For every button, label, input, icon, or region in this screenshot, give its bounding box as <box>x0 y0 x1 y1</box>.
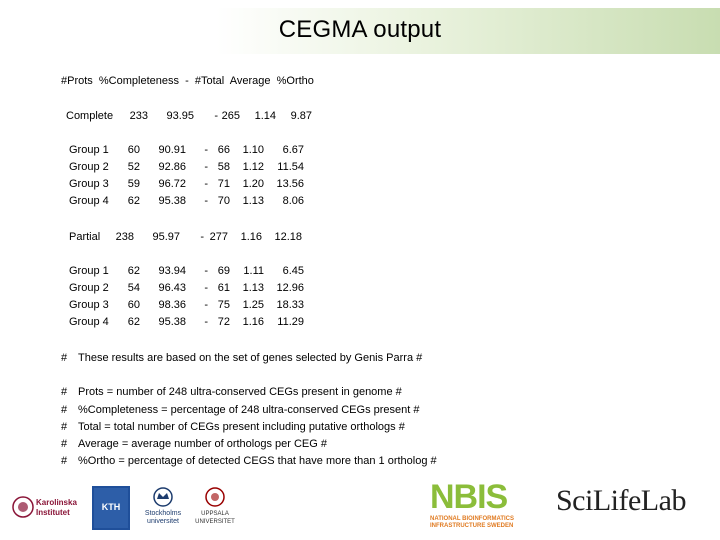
completeness-value: 90.91 <box>158 144 186 156</box>
stockholm-line2: universitet <box>147 518 179 525</box>
kth-logo <box>92 486 130 530</box>
note-hash: # <box>61 455 68 467</box>
prots-value: 59 <box>127 178 140 190</box>
row-label: Group 2 <box>69 161 109 173</box>
scilifelab-logo <box>556 484 706 524</box>
nbis-wordmark: NBIS <box>430 478 508 516</box>
note-text: Prots = number of 248 ultra-conserved CEGs present in genome # <box>78 386 402 398</box>
average-value: 1.14 <box>254 110 276 122</box>
completeness-value: 95.38 <box>158 316 186 328</box>
prots-value: 238 <box>115 231 134 243</box>
karolinska-line1: Karolinska <box>36 498 77 507</box>
ortho-value: 11.29 <box>277 316 304 328</box>
average-value: 1.20 <box>242 178 264 190</box>
kth-text: KTH <box>101 502 121 512</box>
total-value: 69 <box>217 265 230 277</box>
ortho-value: 6.45 <box>282 265 304 277</box>
completeness-value: 93.95 <box>166 110 194 122</box>
karolinska-logo <box>12 492 78 532</box>
prots-value: 54 <box>127 282 140 294</box>
karolinska-emblem-icon <box>12 496 34 518</box>
dash: - <box>204 299 208 311</box>
note-text: Average = average number of orthologs per CEG # <box>78 438 327 450</box>
logo-strip <box>0 472 720 536</box>
note-hash: # <box>61 438 68 450</box>
prots-value: 52 <box>127 161 140 173</box>
table-header: #Prots %Completeness - #Total Average %Ortho <box>61 75 314 87</box>
note-hash: # <box>61 352 68 364</box>
row-label: Group 4 <box>69 316 109 328</box>
row-label: Group 4 <box>69 195 109 207</box>
average-value: 1.16 <box>240 231 262 243</box>
table-row <box>0 316 720 330</box>
row-label: Complete <box>66 110 114 122</box>
scilifelab-wordmark: SciLifeLab <box>556 484 686 517</box>
total-value: 265 <box>221 110 240 122</box>
table-row <box>0 265 720 279</box>
total-value: 277 <box>209 231 228 243</box>
total-value: 72 <box>217 316 230 328</box>
uppsala-logo <box>194 486 236 532</box>
average-value: 1.25 <box>242 299 264 311</box>
completeness-value: 95.38 <box>158 195 186 207</box>
dash: - <box>204 265 208 277</box>
ortho-value: 11.54 <box>277 161 304 173</box>
prots-value: 60 <box>127 299 140 311</box>
row-label: Group 3 <box>69 299 109 311</box>
dash: - <box>214 110 218 122</box>
stockholm-line1: Stockholms <box>144 510 182 517</box>
dash: - <box>204 144 208 156</box>
dash: - <box>200 231 204 243</box>
partial-row <box>0 231 720 245</box>
total-value: 61 <box>217 282 230 294</box>
completeness-value: 96.72 <box>158 178 186 190</box>
dash: - <box>204 195 208 207</box>
stockholm-crown-icon <box>151 486 175 508</box>
slide-title: CEGMA output <box>278 16 442 43</box>
uppsala-seal-icon <box>203 486 227 508</box>
total-value: 70 <box>217 195 230 207</box>
dash: - <box>204 161 208 173</box>
ortho-value: 12.18 <box>274 231 302 243</box>
row-label: Group 2 <box>69 282 109 294</box>
dash: - <box>204 178 208 190</box>
row-label: Group 3 <box>69 178 109 190</box>
average-value: 1.13 <box>242 195 264 207</box>
completeness-value: 95.97 <box>152 231 180 243</box>
stockholm-text <box>140 510 186 526</box>
note-hash: # <box>61 404 68 416</box>
completeness-value: 98.36 <box>158 299 186 311</box>
total-value: 58 <box>217 161 230 173</box>
dash: - <box>204 316 208 328</box>
ortho-value: 18.33 <box>276 299 304 311</box>
table-row <box>0 161 720 175</box>
ortho-value: 9.87 <box>290 110 312 122</box>
total-value: 75 <box>217 299 230 311</box>
note-text: These results are based on the set of genes selected by Genis Parra # <box>78 352 423 364</box>
nbis-logo <box>430 478 542 534</box>
table-row <box>0 195 720 209</box>
note-text: %Ortho = percentage of detected CEGS that have more than 1 ortholog # <box>78 455 437 467</box>
note-hash: # <box>61 421 68 433</box>
note-hash: # <box>61 386 68 398</box>
dash: - <box>204 282 208 294</box>
note-text: Total = total number of CEGs present including putative orthologs # <box>78 421 405 433</box>
prots-value: 62 <box>127 265 140 277</box>
average-value: 1.13 <box>242 282 264 294</box>
row-label: Partial <box>69 231 101 243</box>
table-row <box>0 299 720 313</box>
average-value: 1.10 <box>242 144 264 156</box>
total-value: 66 <box>217 144 230 156</box>
karolinska-line2: Institutet <box>36 508 70 517</box>
completeness-value: 96.43 <box>158 282 186 294</box>
table-row <box>0 178 720 192</box>
ortho-value: 6.67 <box>282 144 304 156</box>
completeness-value: 93.94 <box>158 265 186 277</box>
uppsala-line1: UPPSALA <box>201 511 229 517</box>
average-value: 1.12 <box>242 161 264 173</box>
prots-value: 62 <box>127 316 140 328</box>
table-row <box>0 144 720 158</box>
karolinska-text <box>36 498 77 518</box>
note-text: %Completeness = percentage of 248 ultra-conserved CEGs present # <box>78 404 420 416</box>
ortho-value: 12.96 <box>276 282 304 294</box>
completeness-value: 92.86 <box>158 161 186 173</box>
uppsala-line2: UNIVERSITET <box>195 519 235 525</box>
nbis-subtitle-line2: INFRASTRUCTURE SWEDEN <box>430 523 514 529</box>
stockholm-university-logo <box>140 486 186 532</box>
prots-value: 60 <box>127 144 140 156</box>
prots-value: 233 <box>129 110 148 122</box>
ortho-value: 13.56 <box>276 178 304 190</box>
nbis-subtitle <box>430 516 514 530</box>
uppsala-text <box>194 510 236 526</box>
average-value: 1.11 <box>243 265 264 277</box>
total-value: 71 <box>217 178 230 190</box>
complete-row <box>0 110 720 124</box>
table-row <box>0 282 720 296</box>
average-value: 1.16 <box>242 316 264 328</box>
prots-value: 62 <box>127 195 140 207</box>
ortho-value: 8.06 <box>282 195 304 207</box>
nbis-subtitle-line1: NATIONAL BIOINFORMATICS <box>430 516 514 522</box>
row-label: Group 1 <box>69 144 109 156</box>
row-label: Group 1 <box>69 265 109 277</box>
